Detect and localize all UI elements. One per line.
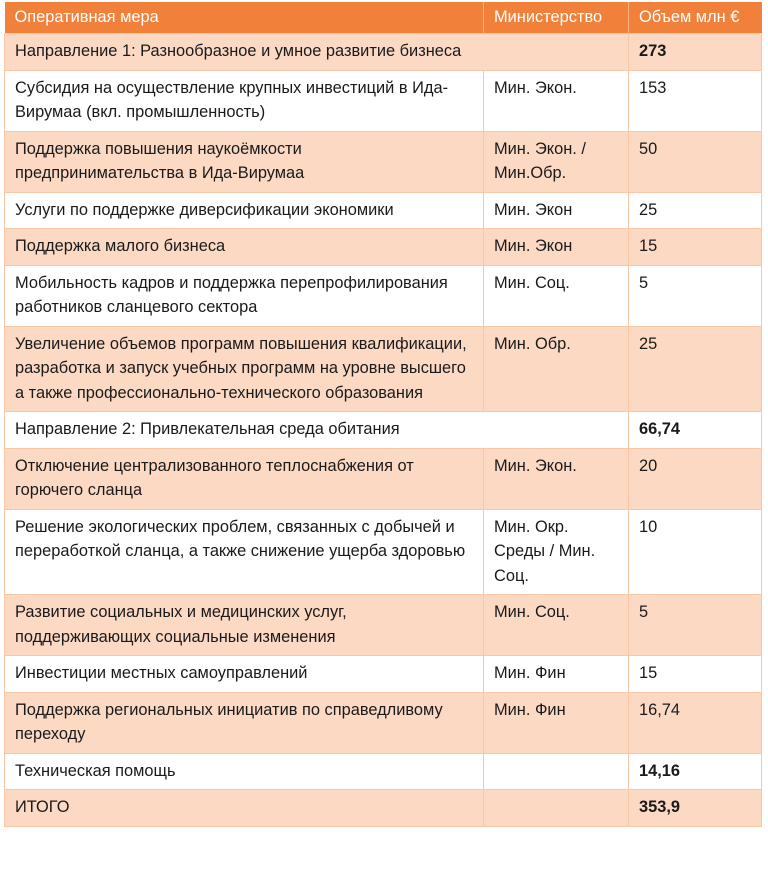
direction-1-amount: 273 — [629, 34, 762, 71]
ministry-cell — [484, 753, 629, 790]
header-amount: Объем млн € — [629, 2, 762, 34]
measure-cell: Субсидия на осуществление крупных инвестиций в Ида-Вирумаа (вкл. промышленность) — [5, 70, 484, 131]
measure-cell: Инвестиции местных самоуправлений — [5, 656, 484, 693]
amount-cell: 16,74 — [629, 692, 762, 753]
ministry-cell: Мин. Фин — [484, 656, 629, 693]
total-amount: 353,9 — [629, 790, 762, 827]
ministry-cell: Мин. Экон. — [484, 70, 629, 131]
table-row-direction-1 — [5, 34, 762, 71]
measure-cell: Мобильность кадров и поддержка перепрофилирования работников сланцевого сектора — [5, 265, 484, 326]
header-row — [5, 2, 762, 34]
amount-cell: 10 — [629, 509, 762, 595]
ministry-cell — [484, 790, 629, 827]
direction-1-title: Направление 1: Разнообразное и умное развитие бизнеса — [5, 34, 629, 71]
measure-cell: Поддержка малого бизнеса — [5, 229, 484, 266]
table-row — [5, 229, 762, 266]
measure-cell: Решение экологических проблем, связанных с добычей и переработкой сланца, а также снижение ущерба здоровью — [5, 509, 484, 595]
amount-cell: 5 — [629, 595, 762, 656]
ministry-cell: Мин. Экон — [484, 192, 629, 229]
table-row — [5, 70, 762, 131]
measure-cell: Поддержка повышения наукоёмкости предпринимательства в Ида-Вирумаа — [5, 131, 484, 192]
table-row — [5, 131, 762, 192]
ministry-cell: Мин. Соц. — [484, 595, 629, 656]
measure-cell: Техническая помощь — [5, 753, 484, 790]
direction-2-amount: 66,74 — [629, 412, 762, 449]
ministry-cell: Мин. Обр. — [484, 326, 629, 412]
table-row — [5, 595, 762, 656]
ministry-cell: Мин. Соц. — [484, 265, 629, 326]
header-ministry: Министерство — [484, 2, 629, 34]
table-row — [5, 265, 762, 326]
measure-cell: Поддержка региональных инициатив по справедливому переходу — [5, 692, 484, 753]
table-row — [5, 656, 762, 693]
ministry-cell: Мин. Экон. — [484, 448, 629, 509]
table-row — [5, 192, 762, 229]
amount-cell: 5 — [629, 265, 762, 326]
total-label: ИТОГО — [5, 790, 484, 827]
measure-cell: Услуги по поддержке диверсификации экономики — [5, 192, 484, 229]
table-row-total — [5, 790, 762, 827]
amount-cell: 25 — [629, 326, 762, 412]
amount-cell: 153 — [629, 70, 762, 131]
ministry-cell: Мин. Фин — [484, 692, 629, 753]
table-row-direction-2 — [5, 412, 762, 449]
amount-cell: 15 — [629, 656, 762, 693]
table-row — [5, 448, 762, 509]
measure-cell: Отключение централизованного теплоснабжения от горючего сланца — [5, 448, 484, 509]
ministry-cell: Мин. Экон — [484, 229, 629, 266]
table-row — [5, 509, 762, 595]
table-row-technical-assistance — [5, 753, 762, 790]
measure-cell: Увеличение объемов программ повышения квалификации, разработка и запуск учебных программ на уровне высшего а также профессионально-технического образования — [5, 326, 484, 412]
amount-cell: 50 — [629, 131, 762, 192]
amount-cell: 14,16 — [629, 753, 762, 790]
amount-cell: 15 — [629, 229, 762, 266]
amount-cell: 25 — [629, 192, 762, 229]
measure-cell: Развитие социальных и медицинских услуг, поддерживающих социальные изменения — [5, 595, 484, 656]
table-row — [5, 692, 762, 753]
ministry-cell: Мин. Окр. Среды / Мин. Соц. — [484, 509, 629, 595]
header-measure: Оперативная мера — [5, 2, 484, 34]
amount-cell: 20 — [629, 448, 762, 509]
direction-2-title: Направление 2: Привлекательная среда обитания — [5, 412, 629, 449]
table-row — [5, 326, 762, 412]
ministry-cell: Мин. Экон. / Мин.Обр. — [484, 131, 629, 192]
budget-table — [4, 2, 762, 827]
